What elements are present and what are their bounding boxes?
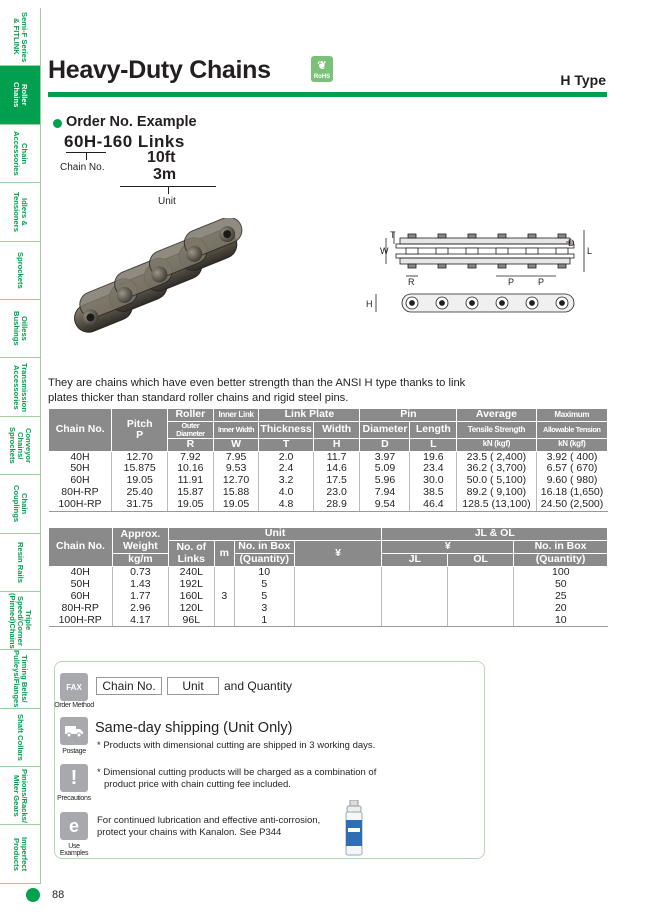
col-header-chain-no-2: Chain No. xyxy=(49,528,113,567)
price-row xyxy=(49,615,608,627)
price-cell-chain: 40H xyxy=(70,566,90,578)
col-header-jl-ol: JL & OL xyxy=(382,528,608,541)
spec-cell: 14.6 xyxy=(313,463,360,475)
price-cell-weight: 1.43 xyxy=(112,579,168,591)
col-header-weight: Approx. Weight xyxy=(112,528,168,554)
sidebar-tab-label: Oilless Bushings xyxy=(12,311,29,346)
sidebar-tab[interactable] xyxy=(0,475,41,533)
dim-label-p2: P xyxy=(538,277,545,287)
price-cell-box: 5 xyxy=(234,579,294,591)
sidebar-tab-label: Idlers & Tensioners xyxy=(12,191,29,232)
price-cell-weight: 1.77 xyxy=(112,591,168,603)
chain-no-caption: Chain No. xyxy=(60,162,105,173)
col-header-inner-link: Inner Link xyxy=(213,409,259,422)
col-header-box-2: No. in Box xyxy=(514,541,608,554)
price-table xyxy=(48,527,608,627)
price-cell-box: 10 xyxy=(234,567,294,579)
price-cell-ol xyxy=(448,567,514,579)
spec-cell: 19.05 xyxy=(167,499,213,511)
precautions-caption: Precautions xyxy=(57,795,91,802)
col-header-average: Average xyxy=(457,409,536,422)
shipping-note: * Products with dimensional cutting are shipped in 3 working days. xyxy=(97,740,376,751)
sidebar-tab-label: Triple Speed/Corner (Pinned)Chains xyxy=(8,592,33,649)
sidebar-tab[interactable] xyxy=(0,650,41,708)
price-cell-jl xyxy=(382,603,448,615)
col-header-links: No. of Links xyxy=(168,541,214,567)
spec-cell: 36.2 ( 3,700) xyxy=(457,463,536,475)
truck-icon xyxy=(60,717,88,745)
spec-cell: 89.2 ( 9,100) xyxy=(457,487,536,499)
spec-cell: 38.5 xyxy=(410,487,457,499)
price-cell-ol xyxy=(448,615,514,627)
sidebar-tab[interactable] xyxy=(0,242,41,300)
spec-cell: 60H xyxy=(70,474,90,487)
price-cell-box2: 10 xyxy=(514,615,608,627)
price-cell-jl xyxy=(382,567,448,579)
spec-row xyxy=(49,475,608,487)
price-cell-jl xyxy=(382,615,448,627)
symbol-t: T xyxy=(259,438,313,451)
price-cell-box: 3 xyxy=(234,603,294,615)
price-cell-links: 192L xyxy=(168,579,214,591)
dim-label-h: H xyxy=(366,299,373,309)
symbol-r: R xyxy=(167,438,213,451)
spec-cell: 12.70 xyxy=(213,475,259,487)
sidebar-tab[interactable] xyxy=(0,709,41,767)
spec-cell: 15.87 xyxy=(167,487,213,499)
price-cell-box2: 100 xyxy=(514,567,608,579)
spec-cell: 11.91 xyxy=(167,475,213,487)
col-header-chain-no: Chain No. xyxy=(49,409,112,452)
spec-cell: 23.0 xyxy=(313,487,360,499)
section-sidebar xyxy=(0,8,41,884)
order-example-length-m: 3m xyxy=(153,166,177,183)
price-cell-weight: 4.17 xyxy=(112,615,168,627)
col-header-tensile: Tensile Strength xyxy=(457,422,536,439)
price-cell-links: 96L xyxy=(168,615,214,627)
spec-row xyxy=(49,451,608,463)
unit-max: kN (kgf) xyxy=(536,438,607,451)
spec-cell: 10.16 xyxy=(167,463,213,475)
dim-label-l: L xyxy=(587,246,593,256)
type-label: H Type xyxy=(560,72,606,88)
spec-cell: 17.5 xyxy=(313,475,360,487)
order-example-code: 60H-160 Links xyxy=(64,132,185,151)
symbol-l: L xyxy=(410,438,457,451)
sidebar-tab-label: Chain Accessories xyxy=(12,131,29,176)
postage-caption: Postage xyxy=(62,748,86,755)
dim-label-r: R xyxy=(408,277,415,287)
chain-photo xyxy=(62,218,272,343)
spec-cell: 3.92 ( 400) xyxy=(536,451,607,463)
unit-avg: kN (kgf) xyxy=(457,438,536,451)
precautions-note-line-2: product price with chain cutting fee included. xyxy=(104,778,291,790)
price-cell-m xyxy=(214,567,234,579)
col-header-width: Width xyxy=(313,422,360,439)
unit-pointer-stem xyxy=(168,186,169,194)
spec-cell: 50.0 ( 5,100) xyxy=(457,475,536,487)
sidebar-tab[interactable] xyxy=(0,183,41,241)
same-day-headline: Same-day shipping (Unit Only) xyxy=(95,720,293,736)
example-icon: e xyxy=(60,812,88,840)
sidebar-tab-label: Resin Rails xyxy=(15,541,25,583)
spec-cell: 5.09 xyxy=(360,463,410,475)
price-cell-jl xyxy=(382,579,448,591)
spec-cell: 46.4 xyxy=(410,499,457,511)
kanalon-note-line-1: For continued lubrication and effective anti-corrosion, xyxy=(97,815,321,826)
sidebar-tab-label: Timing Belts/ Pulleys/Flanges xyxy=(12,650,29,708)
spec-cell: 7.94 xyxy=(360,487,410,499)
kanalon-note xyxy=(97,815,320,839)
spec-cell: 3.97 xyxy=(360,451,410,463)
price-cell-box2: 25 xyxy=(514,591,608,603)
price-cell-price xyxy=(294,567,382,579)
spec-cell: 40H xyxy=(70,450,90,463)
page-marker-icon xyxy=(26,888,40,902)
spec-cell: 100H-RP xyxy=(49,499,112,511)
spec-cell: 4.8 xyxy=(259,499,313,511)
sidebar-tab[interactable] xyxy=(0,358,41,416)
price-cell-price xyxy=(294,591,382,603)
spec-cell: 24.50 (2,500) xyxy=(536,499,607,511)
price-cell-links: 120L xyxy=(168,603,214,615)
spec-cell: 23.5 ( 2,400) xyxy=(457,451,536,463)
col-header-m: m xyxy=(214,541,234,567)
price-cell-ol xyxy=(448,579,514,591)
spec-cell: 6.57 ( 670) xyxy=(536,463,607,475)
sidebar-tab-label: Pinions/Racks/ Miter Gears xyxy=(12,768,29,823)
spec-cell: 25.40 xyxy=(112,487,168,499)
col-header-roller: Roller xyxy=(167,409,213,422)
sidebar-tab-label: Sprockets xyxy=(15,251,25,289)
price-cell-jl xyxy=(382,591,448,603)
spec-cell: 28.9 xyxy=(313,499,360,511)
col-header-box-qty-2: (Quantity) xyxy=(514,554,608,567)
col-header-thickness: Thickness xyxy=(259,422,313,439)
bullet-icon xyxy=(53,119,62,128)
spec-cell: 15.875 xyxy=(112,463,168,475)
price-cell-m xyxy=(214,579,234,591)
spec-cell: 19.05 xyxy=(213,499,259,511)
spec-cell: 19.05 xyxy=(112,475,168,487)
price-cell-price xyxy=(294,603,382,615)
sidebar-tab-label: Roller Chains xyxy=(12,82,29,108)
sidebar-tab[interactable] xyxy=(0,825,41,883)
dimension-diagram xyxy=(360,224,600,324)
spec-table xyxy=(48,408,608,512)
price-cell-box: 5 xyxy=(234,591,294,603)
col-header-roller-sub: Outer Diameter xyxy=(167,422,213,439)
price-cell-links: 160L xyxy=(168,591,214,603)
price-row xyxy=(49,603,608,615)
sidebar-tab[interactable] xyxy=(0,767,41,825)
price-cell-price xyxy=(294,579,382,591)
sidebar-tab-label: Imperfect Products xyxy=(12,837,29,872)
spec-cell: 50H xyxy=(70,462,90,475)
use-examples-caption: Use Examples xyxy=(59,843,89,857)
price-cell-m xyxy=(214,603,234,615)
col-header-link-plate: Link Plate xyxy=(259,409,360,422)
chain-no-pointer-stem xyxy=(86,152,87,160)
col-header-jl: JL xyxy=(382,554,448,567)
order-method-caption: Order Method xyxy=(54,702,94,709)
price-cell-chain: 50H xyxy=(70,577,90,590)
price-cell-m xyxy=(214,615,234,627)
sidebar-tab[interactable] xyxy=(0,66,41,124)
price-cell-ol xyxy=(448,591,514,603)
symbol-h: H xyxy=(313,438,360,451)
sidebar-tab-label: Shaft Collars xyxy=(15,713,25,761)
col-header-diameter: Diameter xyxy=(360,422,410,439)
col-header-yen-2: ¥ xyxy=(382,541,514,554)
spec-cell: 7.92 xyxy=(167,451,213,463)
price-cell-weight: 0.73 xyxy=(112,567,168,579)
price-row xyxy=(49,579,608,591)
sidebar-tab[interactable] xyxy=(0,8,41,66)
spec-cell: 4.0 xyxy=(259,487,313,499)
dim-label-t: T xyxy=(390,230,396,240)
sidebar-tab[interactable] xyxy=(0,592,41,650)
spec-cell: 3.2 xyxy=(259,475,313,487)
precautions-note-line-1: * Dimensional cutting products will be charged as a combination of xyxy=(97,767,377,778)
col-header-pitch xyxy=(112,409,168,452)
spec-cell: 5.96 xyxy=(360,475,410,487)
sidebar-tab-label: Chain Couplings xyxy=(12,485,29,523)
col-header-maximum: Maximum xyxy=(536,409,607,422)
col-header-ol: OL xyxy=(448,554,514,567)
col-header-yen: ¥ xyxy=(294,541,382,567)
sidebar-tab[interactable] xyxy=(0,125,41,183)
spec-cell: 23.4 xyxy=(410,463,457,475)
col-header-box-qty: (Quantity) xyxy=(234,554,294,567)
spec-cell: 19.6 xyxy=(410,451,457,463)
price-cell-m: 3 xyxy=(214,591,234,603)
col-header-box: No. in Box xyxy=(234,541,294,554)
unit-caption: Unit xyxy=(158,196,176,207)
header-divider xyxy=(48,92,607,97)
symbol-w: W xyxy=(213,438,259,451)
spec-cell: 2.0 xyxy=(259,451,313,463)
col-header-allowable: Allowable Tension xyxy=(536,422,607,439)
spec-cell: 9.53 xyxy=(213,463,259,475)
sidebar-tab-label: Semi-F Series & FITLINK xyxy=(12,11,29,62)
sidebar-tab[interactable] xyxy=(0,534,41,592)
col-header-pin: Pin xyxy=(360,409,457,422)
price-row xyxy=(49,591,608,603)
spec-row xyxy=(49,463,608,475)
spec-cell: 9.60 ( 980) xyxy=(536,475,607,487)
dim-label-d: D xyxy=(568,238,575,248)
rohs-badge xyxy=(311,56,333,82)
col-header-weight-unit: kg/m xyxy=(112,554,168,567)
pitch-symbol: P xyxy=(136,428,144,441)
order-field-chain-no: Chain No. xyxy=(96,677,162,695)
precautions-note xyxy=(97,767,376,791)
spec-cell: 12.70 xyxy=(112,451,168,463)
price-cell-box2: 20 xyxy=(514,603,608,615)
spec-row xyxy=(49,499,608,511)
spec-cell: 80H-RP xyxy=(61,486,99,499)
col-header-unit: Unit xyxy=(168,528,382,541)
spec-cell: 128.5 (13,100) xyxy=(457,499,536,511)
product-description: They are chains which have even better strength than the ANSI H type thanks to link plates thicker than standard roller chains and rigid steel pins. xyxy=(48,377,466,404)
dim-label-p1: P xyxy=(508,277,515,287)
col-header-inner-sub: Inner Width xyxy=(213,422,259,439)
sidebar-tab[interactable] xyxy=(0,300,41,358)
spec-cell: 15.88 xyxy=(213,487,259,499)
fax-icon: FAX xyxy=(60,673,88,701)
spec-cell: 2.4 xyxy=(259,463,313,475)
order-example-length-ft: 10ft xyxy=(147,149,176,166)
spec-cell: 16.18 (1,650) xyxy=(536,487,607,499)
sidebar-tab-label: Conveyor Chains/ Sprockets xyxy=(8,427,33,464)
page-title: Heavy-Duty Chains xyxy=(48,56,271,84)
rohs-label: RoHS xyxy=(313,74,331,80)
lubricant-can-image xyxy=(343,800,365,856)
price-cell-links: 240L xyxy=(168,567,214,579)
kanalon-note-line-2: protect your chains with Kanalon. See P344 xyxy=(97,826,282,838)
exclamation-icon: ! xyxy=(60,764,88,792)
order-field-unit: Unit xyxy=(167,677,219,695)
price-cell-chain: 80H-RP xyxy=(61,601,99,614)
pitch-label: Pitch xyxy=(126,417,153,430)
order-field-tail: and Quantity xyxy=(224,679,293,693)
price-cell-box: 1 xyxy=(234,615,294,627)
spec-cell: 11.7 xyxy=(313,451,360,463)
price-cell-ol xyxy=(448,603,514,615)
price-row xyxy=(49,567,608,579)
price-cell-price xyxy=(294,615,382,627)
sidebar-tab-label: Transmission Accessories xyxy=(12,362,29,412)
price-cell-box2: 50 xyxy=(514,579,608,591)
spec-cell: 30.0 xyxy=(410,475,457,487)
price-cell-chain: 100H-RP xyxy=(49,615,113,627)
spec-cell: 7.95 xyxy=(213,451,259,463)
dim-label-w: W xyxy=(380,246,389,256)
col-header-length: Length xyxy=(410,422,457,439)
spec-cell: 9.54 xyxy=(360,499,410,511)
order-example-title: Order No. Example xyxy=(66,114,197,130)
price-cell-chain: 60H xyxy=(70,589,90,602)
symbol-d: D xyxy=(360,438,410,451)
page-number: 88 xyxy=(52,889,65,901)
leaf-icon: ❦ xyxy=(317,60,327,72)
price-cell-weight: 2.96 xyxy=(112,603,168,615)
spec-cell: 31.75 xyxy=(112,499,168,511)
sidebar-tab[interactable] xyxy=(0,417,41,475)
